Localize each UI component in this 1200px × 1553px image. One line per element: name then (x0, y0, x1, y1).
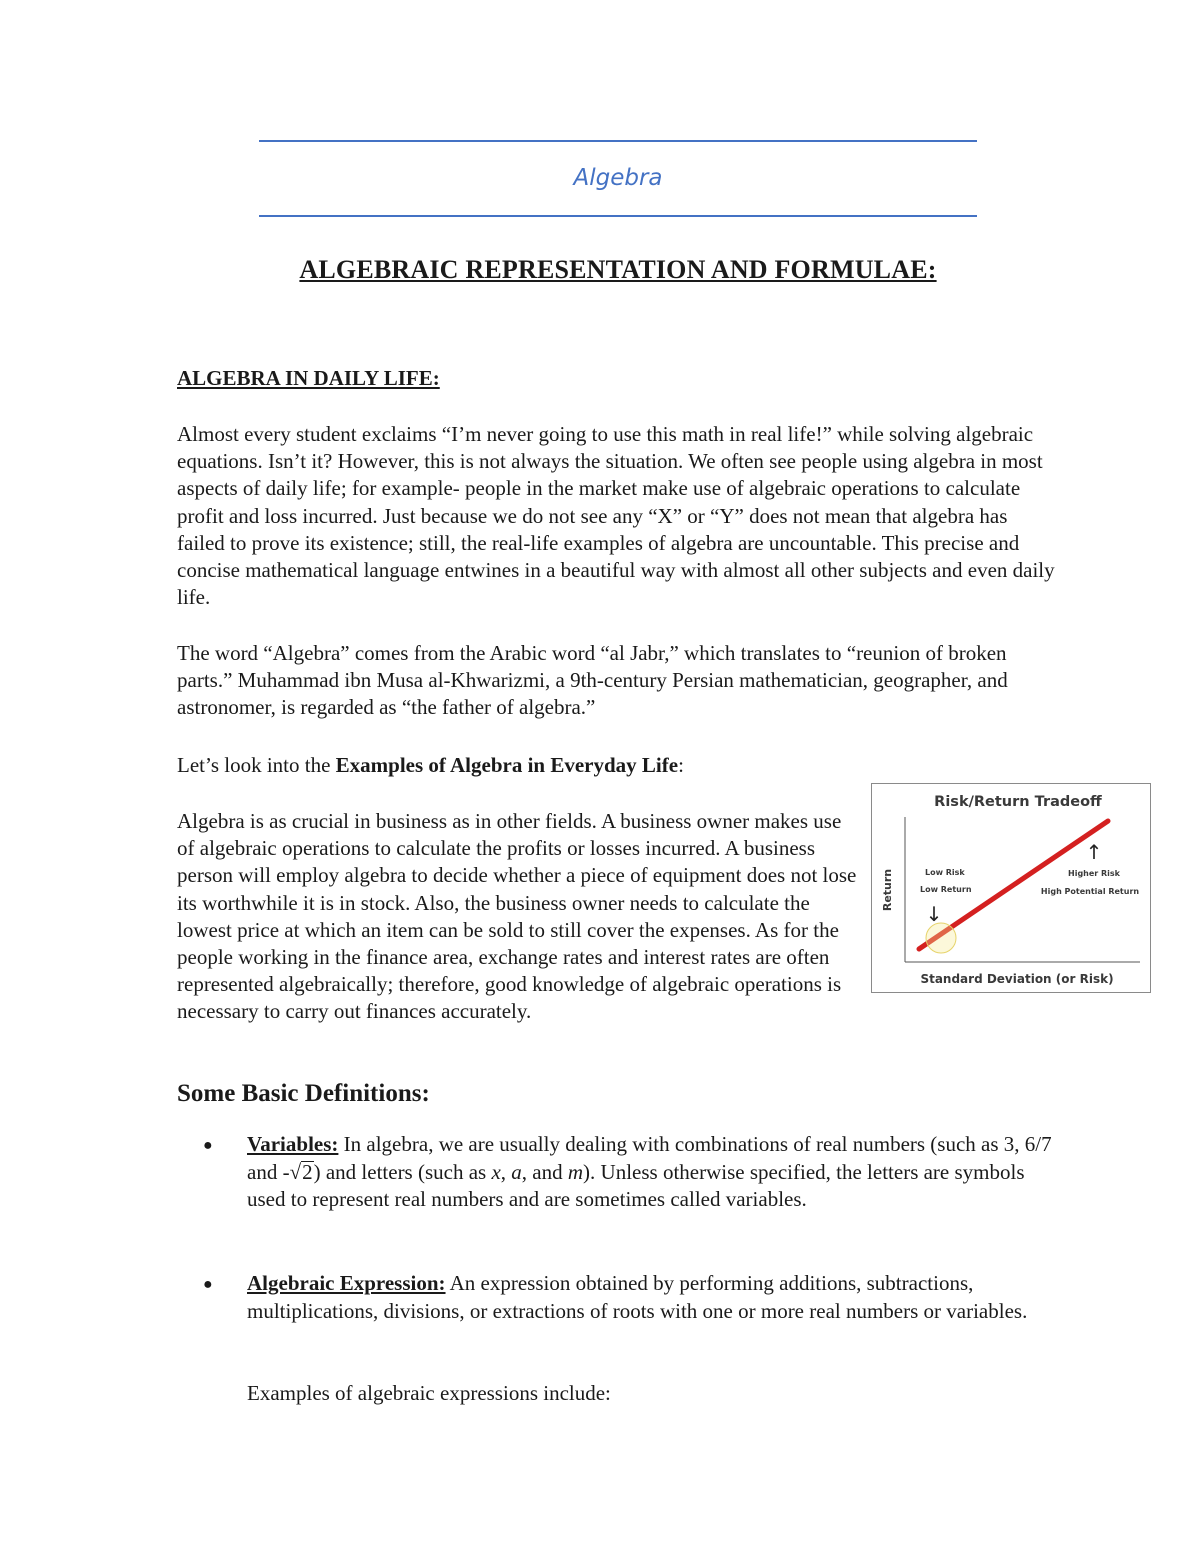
low-risk-label: Low Risk (925, 868, 965, 877)
header-rule-top (259, 140, 977, 142)
section-heading: ALGEBRA IN DAILY LIFE: (177, 366, 440, 390)
bullet-icon: ● (203, 1276, 213, 1293)
risk-return-chart (872, 784, 1152, 994)
main-title: ALGEBRAIC REPRESENTATION AND FORMULAE: (299, 255, 937, 284)
x-axis-label: Standard Deviation (or Risk) (920, 972, 1114, 986)
header-rule-bottom (259, 215, 977, 217)
low-return-label: Low Return (920, 885, 972, 894)
sqrt-icon: √ (289, 1159, 302, 1184)
bullet-icon: ● (203, 1137, 213, 1154)
sep-2: , and (521, 1159, 568, 1184)
lead-suffix: : (678, 753, 684, 777)
term-variables: Variables: (247, 1132, 339, 1156)
lead-prefix: Let’s look into the (177, 753, 336, 777)
down-arrow-icon: ↓ (925, 902, 943, 926)
def-variables-text-3: ). Unless otherwise specified, the letters are symbols used to represent real numbers and are sometimes called variables. (247, 1159, 1025, 1211)
paragraph-etymology: The word “Algebra” comes from the Arabic word “al Jabr,” which translates to “reunion of broken parts.” Muhammad ibn Musa al-Khwarizmi, a 9th-century Persian mathematician, geographer, and astronomer, is regarded as “the father of algebra.” (177, 641, 1008, 720)
lead-bold: Examples of Algebra in Everyday Life (335, 753, 679, 777)
var-a: a (511, 1159, 522, 1184)
higher-risk-label: Higher Risk (1068, 869, 1120, 878)
high-potential-return-label: High Potential Return (1040, 887, 1140, 896)
def-variables-text-1: In algebra, we are usually dealing with combinations of real numbers (such as 3, 6/7 and - (247, 1132, 1052, 1184)
sqrt-argument: 2 (302, 1159, 313, 1184)
paragraph-business: Algebra is as crucial in business as in other fields. A business owner makes use of algebraic operations to calculate the profits or losses incurred. A business person will employ algebra to decide whether a piece of equipment does not lose its worthwhile it is in stock. Also, the business owner needs to calculate the lowest price at which an item can be sold to still cover the expenses. As for the people working in the finance area, exchange rates and interest rates are often represented algebraically; therefore, good knowledge of algebraic operations is necessary to carry out finances accurately. (177, 809, 857, 1024)
sep-1: , (500, 1159, 512, 1184)
header-title: Algebra (573, 165, 663, 191)
highlight-circle (926, 923, 956, 953)
def-expression-text: An expression obtained by performing additions, subtractions, multiplications, divisions, or extractions of roots with one or more real numbers or variables. (247, 1271, 1028, 1323)
term-algebraic-expression: Algebraic Expression: (247, 1271, 446, 1295)
definitions-title: Some Basic Definitions: (177, 1080, 430, 1107)
definition-variables (247, 1131, 1067, 1214)
examples-intro: Examples of algebraic expressions include: (247, 1381, 611, 1405)
y-axis-label: Return (881, 868, 894, 912)
risk-return-figure (871, 783, 1151, 993)
paragraph-examples-lead (177, 752, 1057, 779)
up-arrow-icon: ↑ (1085, 840, 1103, 864)
figure-title: Risk/Return Tradeoff (934, 794, 1102, 810)
def-variables-text-2: ) and letters (such as (313, 1159, 492, 1184)
var-m: m (567, 1159, 584, 1184)
var-x: x (491, 1159, 501, 1184)
paragraph-intro: Almost every student exclaims “I’m never going to use this math in real life!” while solving algebraic equations. Isn’t it? However, this is not always the situation. We often see people using algebra in most aspects of daily life; for example- people in the market make use of algebraic operations to calculate profit and loss incurred. Just because we do not see any “X” or “Y” does not mean that algebra has failed to prove its existence; still, the real-life examples of algebra are uncountable. This precise and concise mathematical language entwines in a beautiful way with almost all other subjects and even daily life. (177, 422, 1055, 610)
definition-algebraic-expression (247, 1270, 1067, 1325)
